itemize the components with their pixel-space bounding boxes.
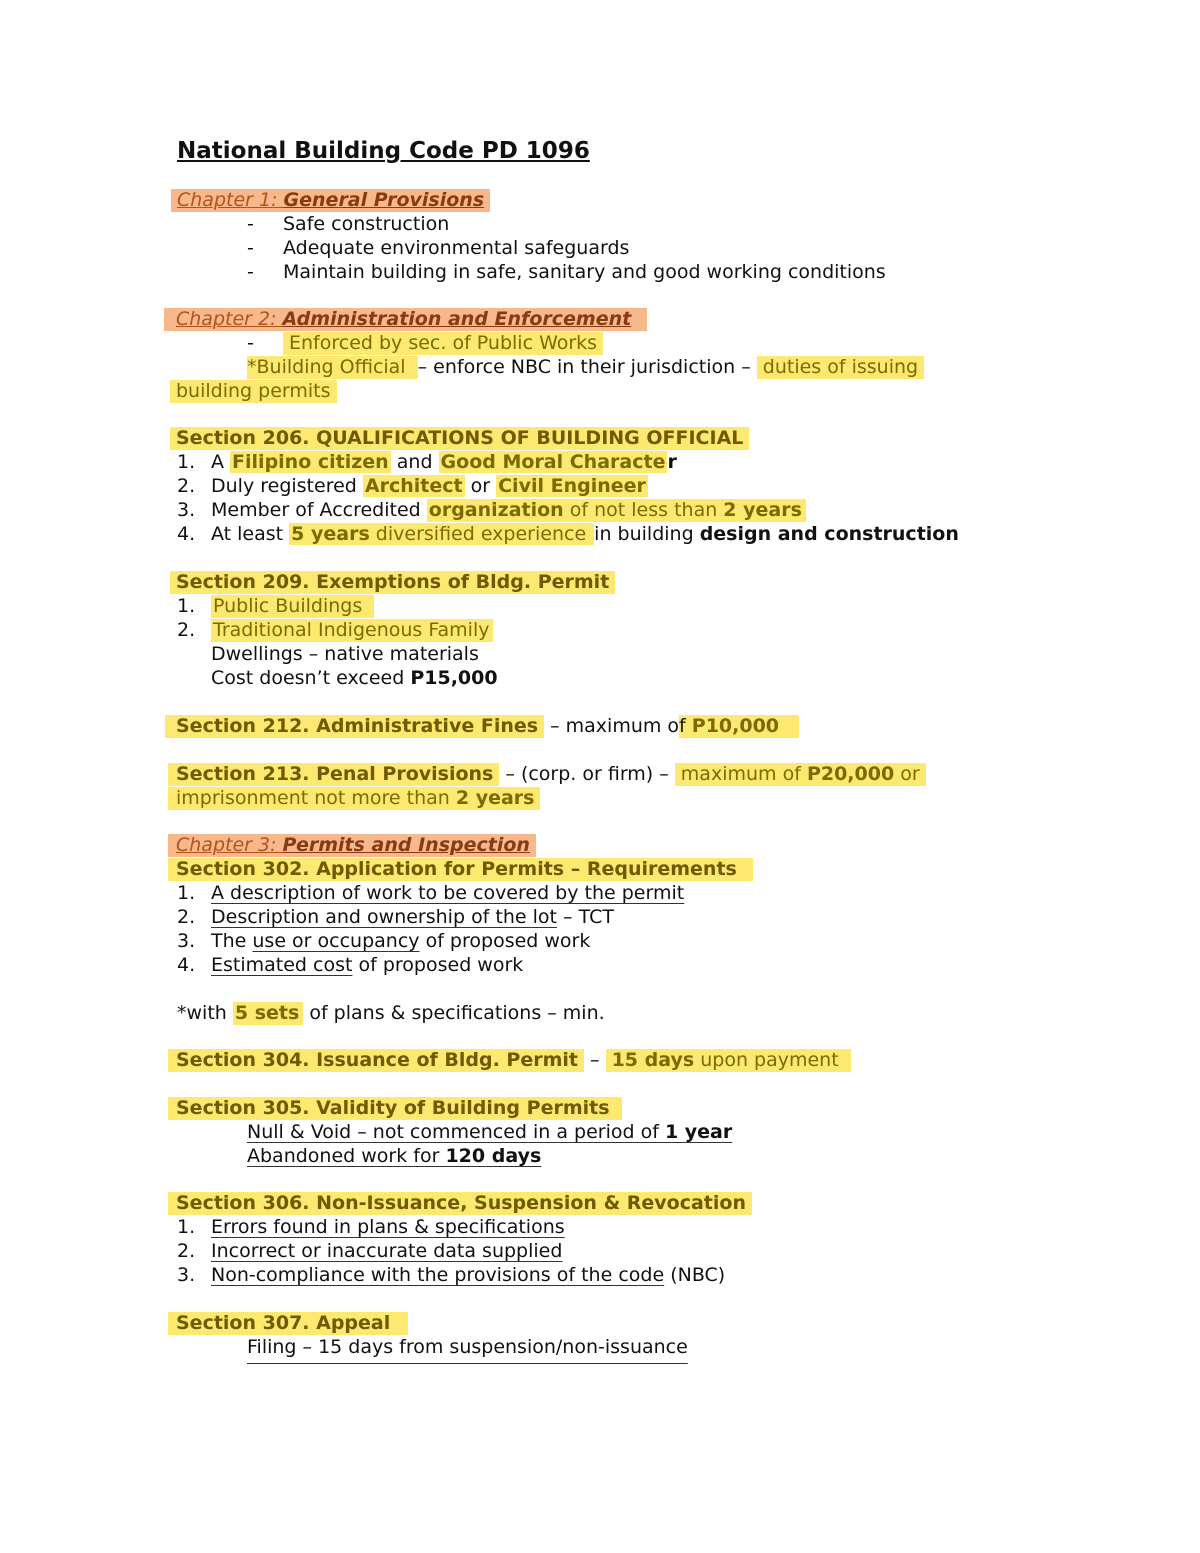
list-item: 3. Non-compliance with the provisions of the code (NBC) (177, 1264, 726, 1286)
list-item: 4. At least 5 years diversified experience in building design and construction (177, 523, 959, 545)
list-item: 2. Traditional Indigenous Family (177, 618, 493, 642)
building-official-line: *Building Official – enforce NBC in their jurisdiction – duties of issuing (247, 355, 924, 379)
section-213-line-2: imprisonment not more than 2 years (168, 786, 540, 810)
document-title: National Building Code PD 1096 (177, 138, 590, 164)
list-item: 1. Errors found in plans & specifications (177, 1216, 565, 1238)
list-item-continuation: Cost doesn’t exceed P15,000 (211, 667, 498, 689)
list-item: 1. Public Buildings (177, 594, 374, 618)
list-item: - Safe construction (247, 213, 450, 235)
section-213-line: Section 213. Penal Provisions – (corp. or firm) – maximum of P20,000 or (168, 762, 926, 786)
list-item: 1. A Filipino citizen and Good Moral Characte r (177, 451, 677, 473)
section-306-heading: Section 306. Non-Issuance, Suspension & Revocation (168, 1191, 752, 1215)
list-item: 3. The use or occupancy of proposed work (177, 930, 591, 952)
section-305-heading: Section 305. Validity of Building Permits (168, 1096, 622, 1120)
list-item-continuation: Dwellings – native materials (211, 643, 479, 665)
chapter-2-heading: Chapter 2: Administration and Enforcement (164, 307, 647, 331)
list-item: 4. Estimated cost of proposed work (177, 954, 524, 976)
list-item: 2. Incorrect or inaccurate data supplied (177, 1240, 563, 1262)
list-item: - Enforced by sec. of Public Works (247, 331, 603, 355)
list-item: 3. Member of Accredited organization of not less than 2 years (177, 498, 806, 522)
plans-note: *with 5 sets of plans & specifications – min. (177, 1002, 605, 1024)
chapter-3-heading: Chapter 3: Permits and Inspection (168, 833, 536, 857)
list-item: - Maintain building in safe, sanitary and good working conditions (247, 261, 886, 283)
list-item: 2. Description and ownership of the lot – TCT (177, 906, 614, 928)
section-212-line: Section 212. Administrative Fines – maximum of P10,000 (165, 714, 799, 738)
section-304-line: Section 304. Issuance of Bldg. Permit – 15 days upon payment (168, 1048, 851, 1072)
validity-line-1: Null & Void – not commenced in a period of 1 year (247, 1121, 733, 1143)
list-item: - Adequate environmental safeguards (247, 237, 630, 259)
section-307-heading: Section 307. Appeal (168, 1311, 408, 1335)
chapter-1-heading: Chapter 1: General Provisions (171, 188, 490, 212)
building-official-line-2: building permits (170, 379, 337, 403)
section-302-heading: Section 302. Application for Permits – Requirements (168, 857, 753, 881)
appeal-line: Filing – 15 days from suspension/non-issuance (247, 1336, 688, 1358)
validity-line-2: Abandoned work for 120 days (247, 1145, 542, 1167)
list-item: 2. Duly registered Architect or Civil Engineer (177, 475, 646, 497)
section-206-heading: Section 206. QUALIFICATIONS OF BUILDING OFFICIAL (170, 426, 749, 450)
section-209-heading: Section 209. Exemptions of Bldg. Permit (170, 570, 615, 594)
list-item: 1. A description of work to be covered by the permit (177, 882, 685, 904)
